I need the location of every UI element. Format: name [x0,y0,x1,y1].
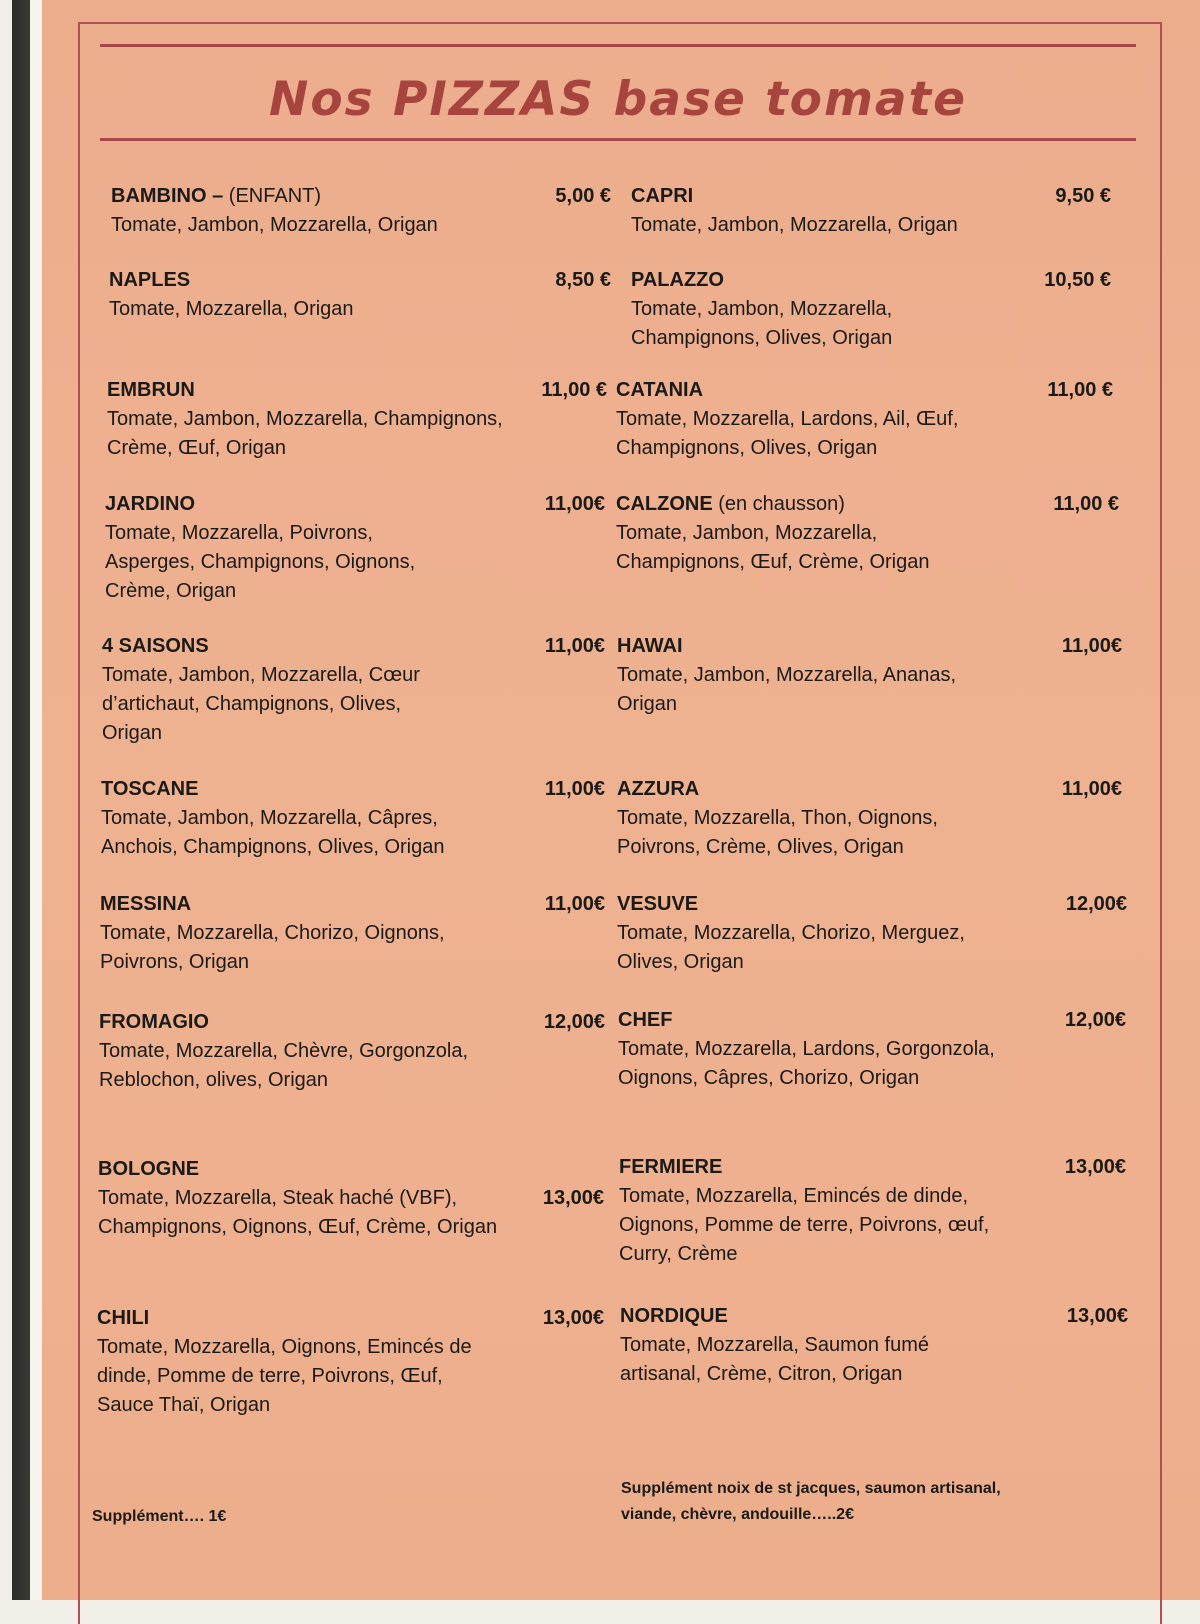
menu-item-bambino: BAMBINO – (ENFANT) Tomate, Jambon, Mozzarella, Origan 5,00 € [111,182,611,240]
table-edge [12,0,30,1600]
price: 12,00€ [1064,1009,1126,1031]
menu-item-capri: CAPRI Tomate, Jambon, Mozzarella, Origan 9,50 € [631,182,1111,240]
menu-item-chili: CHILI Tomate, Mozzarella, Oignons, Emincés de dinde, Pomme de terre, Poivrons, Œuf, Sauce Thaï, Origan 13,00€ [97,1304,604,1420]
price: 11,00 € [1053,493,1119,515]
price: 13,00€ [542,1187,604,1209]
menu-item-catania: CATANIA Tomate, Mozzarella, Lardons, Ail, Œuf, Champignons, Olives, Origan 11,00 € [616,376,1113,463]
price: 13,00€ [1064,1156,1126,1178]
menu-item-jardino: JARDINO Tomate, Mozzarella, Poivrons, Asperges, Champignons, Oignons, Crème, Origan 11,00€ [105,490,605,606]
menu-item-hawai: HAWAI Tomate, Jambon, Mozzarella, Ananas, Origan 11,00€ [617,632,1122,719]
price: 9,50 € [1055,185,1111,207]
price: 11,00€ [544,778,605,800]
menu-item-vesuve: VESUVE Tomate, Mozzarella, Chorizo, Merguez, Olives, Origan 12,00€ [617,890,1127,977]
price: 12,00€ [1065,893,1127,915]
menu-item-fromagio: FROMAGIO Tomate, Mozzarella, Chèvre, Gorgonzola, Reblochon, olives, Origan 12,00€ [99,1008,605,1095]
price: 13,00€ [542,1307,604,1329]
title-rule [100,138,1136,141]
supplement-extra-note: Supplément noix de st jacques, saumon artisanal, viande, chèvre, andouille…..2€ [621,1480,1001,1523]
price: 12,00€ [543,1011,605,1033]
menu-sheet [42,0,1200,1600]
menu-title: Nos PIZZAS base tomate [268,72,967,127]
menu-item-palazzo: PALAZZO Tomate, Jambon, Mozzarella, Champignons, Olives, Origan 10,50 € [631,266,1111,353]
menu-item-azzura: AZZURA Tomate, Mozzarella, Thon, Oignons, Poivrons, Crème, Olives, Origan 11,00€ [617,775,1122,862]
menu-item-messina: MESSINA Tomate, Mozzarella, Chorizo, Oignons, Poivrons, Origan 11,00€ [100,890,605,977]
price: 8,50 € [555,269,611,291]
menu-item-toscane: TOSCANE Tomate, Jambon, Mozzarella, Câpres, Anchois, Champignons, Olives, Origan 11,00€ [101,775,605,862]
menu-item-embrun: EMBRUN Tomate, Jambon, Mozzarella, Champignons, Crème, Œuf, Origan 11,00 € [107,376,607,463]
menu-item-naples: NAPLES Tomate, Mozzarella, Origan 8,50 € [109,266,611,324]
price: 13,00€ [1066,1305,1128,1327]
menu-item-4-saisons: 4 SAISONS Tomate, Jambon, Mozzarella, Cœur d’artichaut, Champignons, Olives, Origan 11,00€ [102,632,605,748]
price: 11,00€ [544,893,605,915]
price: 5,00 € [555,185,611,207]
menu-item-nordique: NORDIQUE Tomate, Mozzarella, Saumon fumé artisanal, Crème, Citron, Origan 13,00€ [620,1302,1128,1389]
menu-item-bologne: BOLOGNE Tomate, Mozzarella, Steak haché (VBF), Champignons, Oignons, Œuf, Crème, Origan 13,00€ [98,1158,604,1238]
menu-item-chef: CHEF Tomate, Mozzarella, Lardons, Gorgonzola, Oignons, Câpres, Chorizo, Origan 12,00€ [618,1006,1126,1093]
price: 11,00€ [1061,635,1122,657]
price: 11,00 € [541,379,607,401]
menu-item-calzone: CALZONE (en chausson) Tomate, Jambon, Mozzarella, Champignons, Œuf, Crème, Origan 11,00 € [616,490,1119,577]
price: 11,00 € [1047,379,1113,401]
top-rule [100,44,1136,47]
price: 11,00€ [1061,778,1122,800]
menu-item-fermiere: FERMIERE Tomate, Mozzarella, Emincés de dinde, Oignons, Pomme de terre, Poivrons, œuf, Curry, Crème 13,00€ [619,1153,1126,1269]
price: 10,50 € [1044,269,1111,291]
price: 11,00€ [544,493,605,515]
supplement-note: Supplément…. 1€ [92,1508,227,1525]
price: 11,00€ [544,635,605,657]
